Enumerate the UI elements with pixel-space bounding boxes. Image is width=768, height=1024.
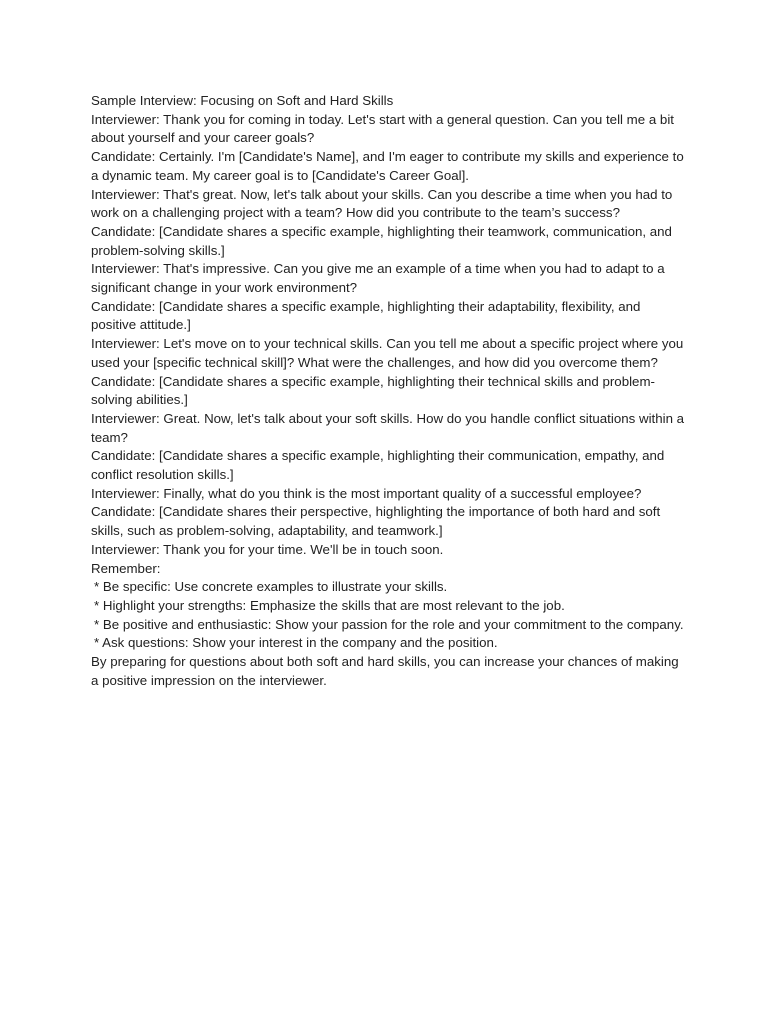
interview-dialogue xyxy=(91,111,687,560)
dialogue-line-interviewer: Interviewer: That's impressive. Can you give me an example of a time when you had to adapt to a significant change in your work environment? xyxy=(91,261,665,296)
tip-item: * Be specific: Use concrete examples to illustrate your skills. xyxy=(94,579,448,595)
dialogue-line-candidate: Candidate: [Candidate shares a specific example, highlighting their adaptability, flexibility, and positive attitude.] xyxy=(91,298,641,333)
remember-heading: Remember: xyxy=(91,560,161,576)
dialogue-line-candidate: Candidate: [Candidate shares their perspective, highlighting the importance of both hard and soft skills, such as problem-solving, adaptability, and teamwork.] xyxy=(91,504,661,539)
document-title: Sample Interview: Focusing on Soft and Hard Skills xyxy=(91,93,394,108)
tip-item: * Highlight your strengths: Emphasize the skills that are most relevant to the job. xyxy=(94,597,565,613)
dialogue-line-candidate: Candidate: Certainly. I'm [Candidate's Name], and I'm eager to contribute my skills and experience to a dynamic team. My career goal is to [Candidate's Career Goal]. xyxy=(91,149,684,183)
dialogue-line-candidate: Candidate: [Candidate shares a specific example, highlighting their communication, empathy, and conflict resolution skills.] xyxy=(91,448,665,483)
dialogue-line-interviewer: Interviewer: Great. Now, let's talk about your soft skills. How do you handle conflict situations within a team? xyxy=(91,410,685,445)
dialogue-line-interviewer: Interviewer: Finally, what do you think is the most important quality of a successful employee? xyxy=(91,485,642,501)
dialogue-line-interviewer: Interviewer: Thank you for your time. We'll be in touch soon. xyxy=(91,541,444,557)
dialogue-line-interviewer: Interviewer: That's great. Now, let's talk about your skills. Can you describe a time when you had to work on a challenging project with a team? How did you contribute to the team’s success? xyxy=(91,186,673,221)
document-page xyxy=(91,92,687,691)
tip-item: * Ask questions: Show your interest in the company and the position. xyxy=(94,635,498,651)
dialogue-line-candidate: Candidate: [Candidate shares a specific example, highlighting their technical skills and problem-solving abilities.] xyxy=(91,373,655,408)
tip-item: * Be positive and enthusiastic: Show your passion for the role and your commitment to the company. xyxy=(94,616,684,632)
dialogue-line-candidate: Candidate: [Candidate shares a specific example, highlighting their teamwork, communication, and problem-solving skills.] xyxy=(91,223,672,258)
dialogue-line-interviewer: Interviewer: Let's move on to your technical skills. Can you tell me about a specific project where you used your [specific technical skill]? What were the challenges, and how did you overcome them? xyxy=(91,336,684,370)
dialogue-line-interviewer: Interviewer: Thank you for coming in today. Let's start with a general question. Can you tell me a bit about yourself and your career goals? xyxy=(91,111,674,146)
closing-paragraph: By preparing for questions about both soft and hard skills, you can increase your chances of making a positive impression on the interviewer. xyxy=(91,654,679,688)
tips-list xyxy=(91,578,687,653)
